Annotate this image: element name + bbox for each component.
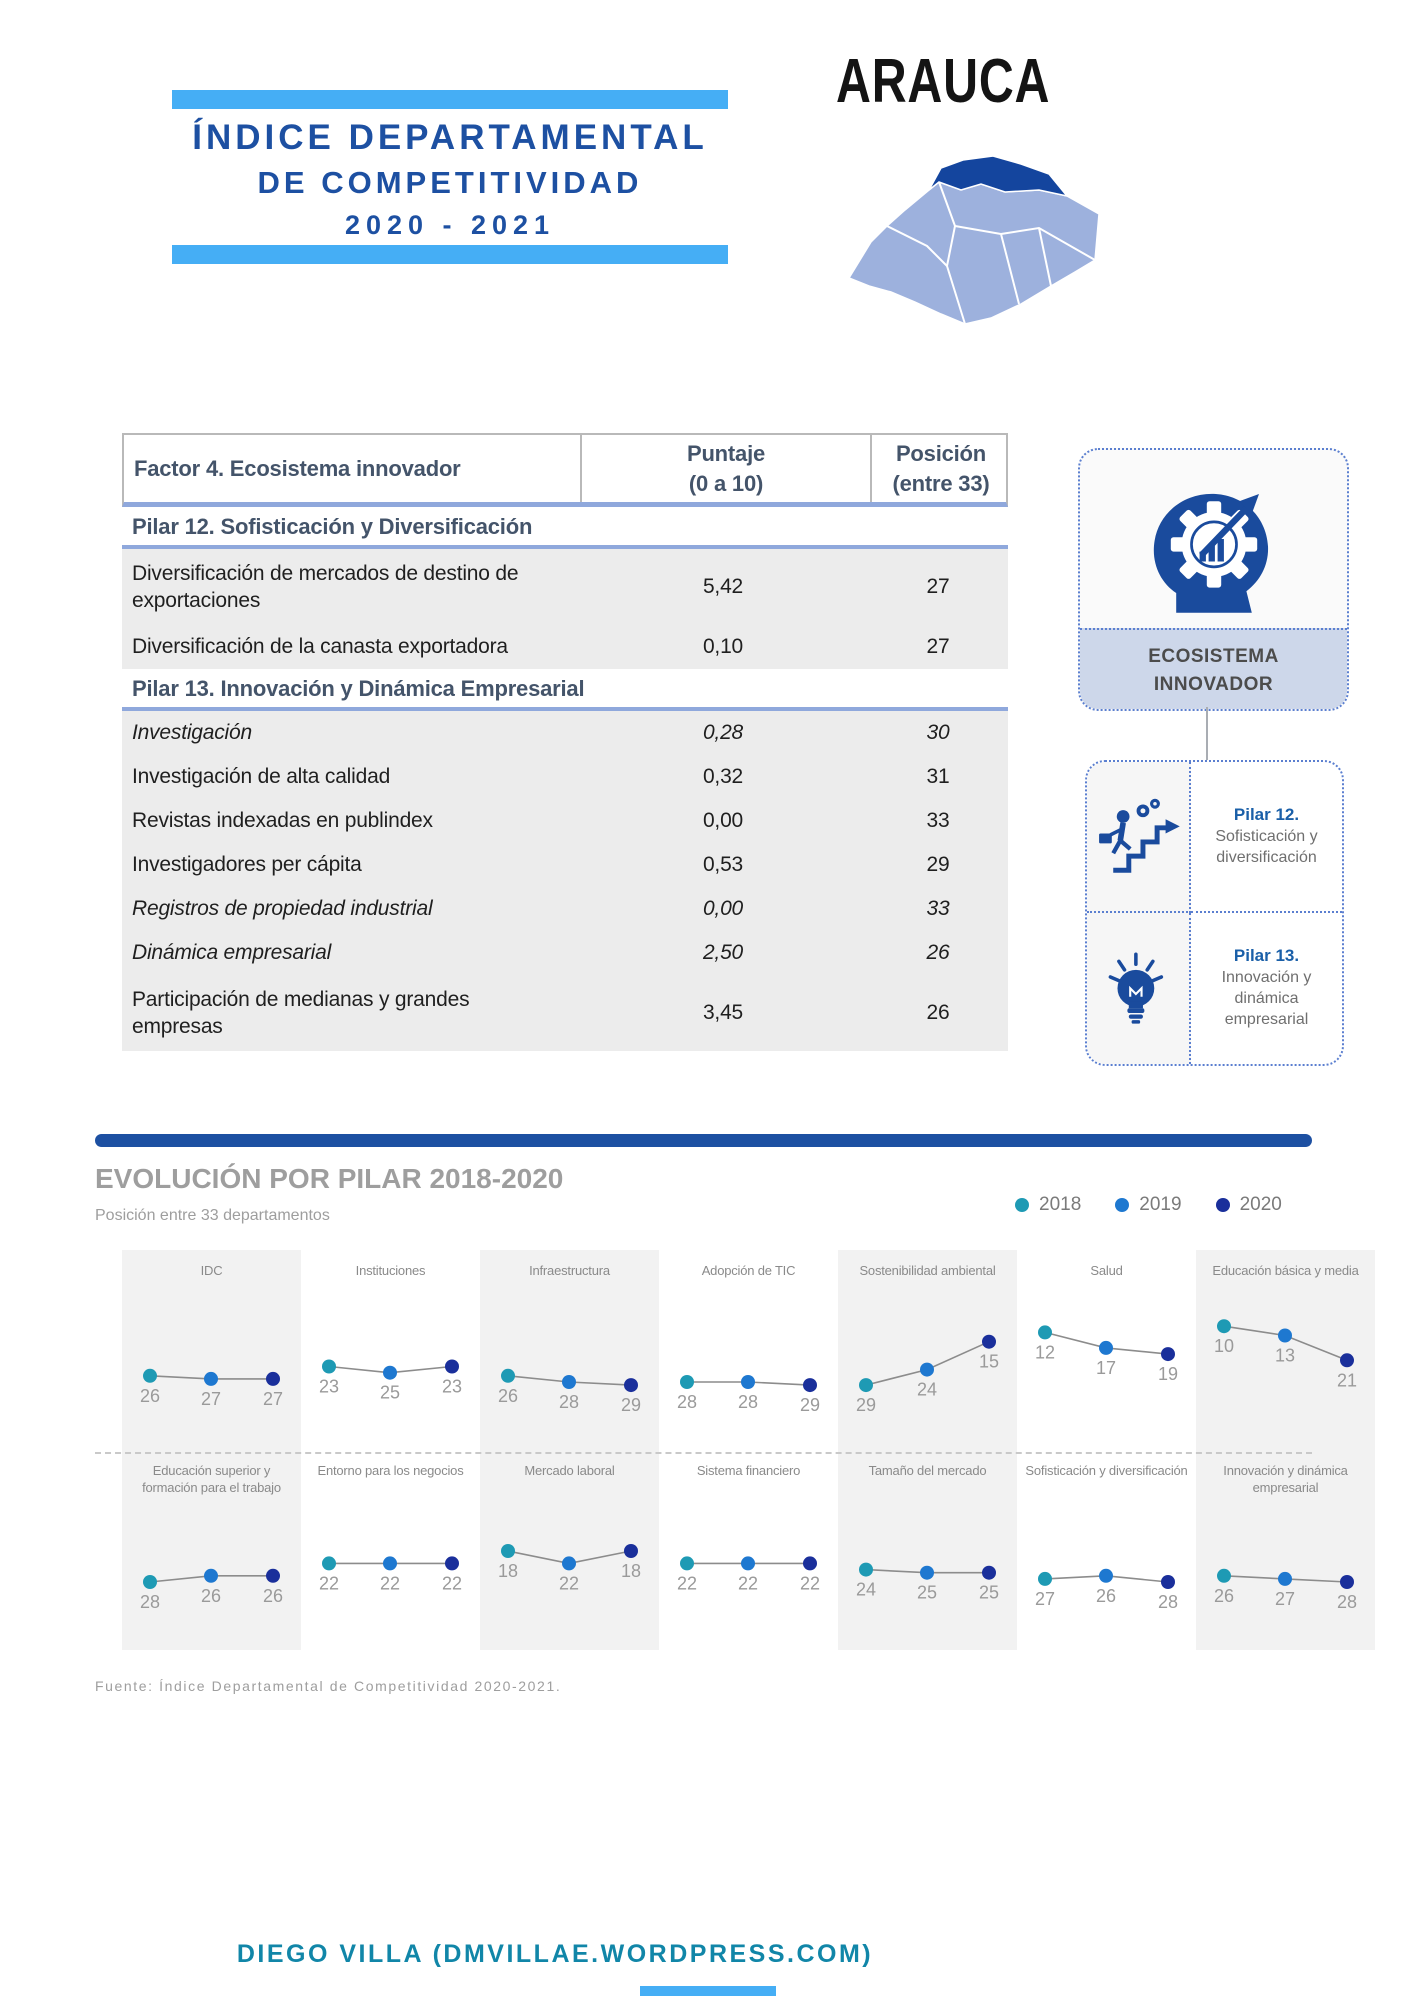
rank-trend-chart bbox=[659, 1502, 838, 1650]
rank-trend-chart bbox=[1196, 1302, 1375, 1450]
legend-item-2018 bbox=[1015, 1194, 1081, 1216]
rank-trend-chart bbox=[838, 1302, 1017, 1450]
rank-trend-chart bbox=[1017, 1502, 1196, 1650]
rank-trend-chart bbox=[838, 1502, 1017, 1650]
rank-trend-chart bbox=[301, 1302, 480, 1450]
ecosystem-card bbox=[1078, 448, 1349, 711]
ecosystem-card-label: ECOSISTEMA INNOVADOR bbox=[1080, 628, 1347, 711]
svg-text:26: 26 bbox=[497, 1385, 519, 1406]
svg-text:26: 26 bbox=[1095, 1585, 1117, 1606]
chart-rows-separator bbox=[95, 1452, 1312, 1454]
factor-table bbox=[122, 433, 1008, 1051]
pillar13-icon-cell bbox=[1087, 913, 1191, 1064]
svg-text:29: 29 bbox=[799, 1395, 821, 1416]
chart-title: Salud bbox=[1090, 1263, 1123, 1278]
table-row bbox=[122, 755, 1008, 799]
chart-title: Sistema financiero bbox=[696, 1463, 801, 1478]
indicator-label: Diversificación de la canasta exportadora bbox=[132, 635, 508, 659]
svg-text:22: 22 bbox=[799, 1573, 821, 1594]
pillar-chart-card bbox=[838, 1450, 1017, 1650]
svg-text:26: 26 bbox=[262, 1585, 284, 1606]
legend-dot-icon bbox=[1015, 1198, 1029, 1212]
table-row bbox=[122, 549, 1008, 625]
indicator-rank: 27 bbox=[926, 635, 950, 658]
indicator-score: 0,53 bbox=[702, 853, 744, 876]
pillar-chart-card bbox=[659, 1450, 838, 1650]
chart-title: Adopción de TIC bbox=[701, 1263, 796, 1278]
pillar-chart-card bbox=[122, 1450, 301, 1650]
svg-text:22: 22 bbox=[379, 1573, 401, 1594]
svg-text:28: 28 bbox=[558, 1392, 580, 1412]
indicator-label: Investigación bbox=[132, 721, 252, 745]
evolution-subtitle: Posición entre 33 departamentos bbox=[95, 1207, 330, 1224]
pillar-chart-card bbox=[1196, 1250, 1375, 1450]
svg-text:27: 27 bbox=[1034, 1588, 1056, 1609]
svg-text:24: 24 bbox=[916, 1379, 938, 1400]
chart-title: Tamaño del mercado bbox=[868, 1463, 987, 1478]
pillar13-card bbox=[1191, 913, 1342, 1064]
ecosystem-icon-area bbox=[1080, 450, 1347, 628]
rank-trend-chart bbox=[659, 1302, 838, 1450]
pillar13-number: Pilar 13. bbox=[1233, 946, 1300, 966]
indicator-rank: 26 bbox=[926, 1001, 950, 1024]
pillar-cards bbox=[1085, 760, 1344, 1066]
svg-text:25: 25 bbox=[978, 1582, 1000, 1603]
svg-text:23: 23 bbox=[441, 1376, 463, 1397]
indicator-score: 0,00 bbox=[702, 897, 744, 920]
svg-text:28: 28 bbox=[676, 1392, 698, 1412]
svg-text:26: 26 bbox=[1213, 1585, 1235, 1606]
indicator-label: Dinámica empresarial bbox=[132, 941, 332, 965]
table-pilar-row: Pilar 12. Sofisticación y Diversificación bbox=[122, 507, 1008, 549]
pillar12-icon-cell bbox=[1087, 762, 1191, 913]
rank-trend-chart bbox=[301, 1502, 480, 1650]
svg-text:17: 17 bbox=[1095, 1357, 1117, 1378]
svg-text:22: 22 bbox=[558, 1573, 580, 1594]
svg-text:22: 22 bbox=[441, 1573, 463, 1594]
table-row bbox=[122, 625, 1008, 669]
page-title-line1: ÍNDICE DEPARTAMENTAL bbox=[192, 118, 708, 157]
source-note: Fuente: Índice Departamental de Competitividad 2020-2021. bbox=[95, 1678, 562, 1694]
table-row bbox=[122, 843, 1008, 887]
legend-dot-icon bbox=[1216, 1198, 1230, 1212]
pillar12-description: Sofisticación y diversificación bbox=[1215, 827, 1318, 866]
arauca-map bbox=[843, 138, 1105, 341]
svg-text:18: 18 bbox=[620, 1561, 642, 1581]
svg-text:13: 13 bbox=[1274, 1345, 1296, 1366]
chart-title: Sofisticación y diversificación bbox=[1025, 1463, 1188, 1478]
rank-trend-chart bbox=[122, 1502, 301, 1650]
svg-text:27: 27 bbox=[200, 1388, 222, 1409]
svg-text:22: 22 bbox=[676, 1573, 698, 1594]
chart-title: Mercado laboral bbox=[524, 1463, 615, 1478]
chart-title: Innovación y dinámica empresarial bbox=[1223, 1463, 1348, 1495]
indicator-rank: 27 bbox=[926, 575, 950, 598]
svg-text:25: 25 bbox=[379, 1382, 401, 1403]
svg-text:18: 18 bbox=[497, 1561, 519, 1581]
factor-table-title: Factor 4. Ecosistema innovador bbox=[134, 455, 461, 481]
chart-title: Entorno para los negocios bbox=[317, 1463, 464, 1478]
legend-item-2019 bbox=[1115, 1194, 1181, 1216]
page-title-line3: 2020 - 2021 bbox=[344, 210, 556, 240]
legend-label: 2020 bbox=[1239, 1194, 1282, 1215]
rank-trend-chart bbox=[122, 1302, 301, 1450]
svg-text:26: 26 bbox=[200, 1585, 222, 1606]
pillar-chart-card bbox=[480, 1250, 659, 1450]
svg-text:15: 15 bbox=[978, 1351, 1000, 1372]
svg-text:29: 29 bbox=[855, 1395, 877, 1416]
indicator-rank: 26 bbox=[926, 941, 950, 964]
department-name: ARAUCA bbox=[836, 47, 1051, 116]
lightbulb-icon bbox=[1092, 943, 1184, 1035]
evolution-title: EVOLUCIÓN POR PILAR 2018-2020 bbox=[95, 1163, 564, 1194]
chart-title: Educación superior y formación para el trabajo bbox=[142, 1463, 281, 1495]
indicator-rank: 29 bbox=[926, 853, 950, 876]
rank-trend-chart bbox=[480, 1302, 659, 1450]
svg-text:26: 26 bbox=[139, 1385, 161, 1406]
svg-text:27: 27 bbox=[1274, 1588, 1296, 1609]
table-row bbox=[122, 799, 1008, 843]
svg-text:10: 10 bbox=[1213, 1336, 1235, 1357]
svg-text:27: 27 bbox=[262, 1388, 284, 1409]
indicator-label: Investigadores per cápita bbox=[132, 853, 362, 877]
svg-text:12: 12 bbox=[1034, 1342, 1056, 1363]
column-header-puntaje: Puntaje (0 a 10) bbox=[580, 435, 870, 502]
rank-trend-chart bbox=[480, 1502, 659, 1650]
indicator-rank: 33 bbox=[926, 809, 950, 832]
svg-text:24: 24 bbox=[855, 1579, 877, 1600]
pillar-chart-card bbox=[1196, 1450, 1375, 1650]
pillar-chart-card bbox=[301, 1450, 480, 1650]
indicator-label: Revistas indexadas en publindex bbox=[132, 809, 433, 833]
pillar-chart-card bbox=[480, 1450, 659, 1650]
card-connector-line bbox=[1206, 707, 1208, 760]
svg-text:28: 28 bbox=[1336, 1592, 1358, 1612]
table-row bbox=[122, 887, 1008, 931]
indicator-score: 5,42 bbox=[702, 575, 744, 598]
indicator-score: 2,50 bbox=[702, 941, 744, 964]
pillar-chart-card bbox=[1017, 1250, 1196, 1450]
pillar-chart-card bbox=[1017, 1450, 1196, 1650]
indicator-score: 0,28 bbox=[702, 721, 744, 744]
svg-text:28: 28 bbox=[737, 1392, 759, 1412]
footer-link[interactable]: DIEGO VILLA (DMVILLAE.WORDPRESS.COM) bbox=[236, 1940, 874, 1968]
chart-title: Educación básica y media bbox=[1212, 1263, 1359, 1278]
svg-text:22: 22 bbox=[318, 1573, 340, 1594]
legend-item-2020 bbox=[1216, 1194, 1282, 1216]
stairs-climb-icon bbox=[1092, 791, 1184, 883]
pillar12-number: Pilar 12. bbox=[1233, 804, 1300, 824]
indicator-label: Diversificación de mercados de destino de exportaciones bbox=[132, 561, 519, 612]
legend-dot-icon bbox=[1115, 1198, 1129, 1212]
svg-text:21: 21 bbox=[1336, 1370, 1358, 1391]
table-row bbox=[122, 711, 1008, 755]
chart-title: Sostenibilidad ambiental bbox=[859, 1263, 996, 1278]
footer-accent-bar bbox=[640, 1986, 776, 1996]
pillar-chart-card bbox=[659, 1250, 838, 1450]
indicator-rank: 31 bbox=[926, 765, 950, 788]
svg-text:28: 28 bbox=[139, 1592, 161, 1612]
pillar-charts-grid bbox=[122, 1250, 1375, 1650]
indicator-label: Registros de propiedad industrial bbox=[132, 897, 433, 921]
pillar12-card bbox=[1191, 762, 1342, 913]
chart-title: Infraestructura bbox=[529, 1263, 610, 1278]
header-accent-bar-bottom bbox=[172, 245, 728, 264]
arauca-map-svg bbox=[843, 138, 1105, 336]
indicator-label: Participación de medianas y grandes empresas bbox=[132, 987, 470, 1038]
map-department-shape bbox=[849, 182, 1099, 324]
header-accent-bar-top bbox=[172, 90, 728, 109]
pillar-chart-card bbox=[122, 1250, 301, 1450]
factor-table-header bbox=[122, 433, 1008, 507]
svg-text:25: 25 bbox=[916, 1582, 938, 1603]
indicator-rank: 30 bbox=[926, 721, 950, 744]
svg-text:23: 23 bbox=[318, 1376, 340, 1397]
section-divider bbox=[95, 1134, 1312, 1147]
indicator-score: 0,00 bbox=[702, 809, 744, 832]
rank-trend-chart bbox=[1017, 1302, 1196, 1450]
pillar-chart-card bbox=[838, 1250, 1017, 1450]
indicator-score: 0,10 bbox=[702, 635, 744, 658]
svg-text:28: 28 bbox=[1157, 1592, 1179, 1612]
chart-title: Instituciones bbox=[355, 1263, 426, 1278]
page-title bbox=[122, 118, 778, 241]
rank-trend-chart bbox=[1196, 1502, 1375, 1650]
chart-title: IDC bbox=[200, 1263, 223, 1278]
indicator-score: 3,45 bbox=[702, 1001, 744, 1024]
svg-text:22: 22 bbox=[737, 1573, 759, 1594]
table-row bbox=[122, 975, 1008, 1051]
table-pilar-row: Pilar 13. Innovación y Dinámica Empresarial bbox=[122, 669, 1008, 711]
chart-legend bbox=[1015, 1194, 1282, 1216]
factor-table-body bbox=[122, 507, 1008, 1051]
svg-text:29: 29 bbox=[620, 1395, 642, 1416]
table-row bbox=[122, 931, 1008, 975]
indicator-label: Investigación de alta calidad bbox=[132, 765, 391, 789]
indicator-rank: 33 bbox=[926, 897, 950, 920]
innovation-head-gear-icon bbox=[1124, 458, 1304, 620]
pillar13-description: Innovación y dinámica empresarial bbox=[1221, 969, 1312, 1028]
pillar-chart-card bbox=[301, 1250, 480, 1450]
svg-text:19: 19 bbox=[1157, 1364, 1179, 1385]
column-header-posicion: Posición (entre 33) bbox=[870, 435, 1010, 502]
page-title-line2: DE COMPETITIVIDAD bbox=[257, 165, 643, 200]
legend-label: 2019 bbox=[1139, 1194, 1182, 1215]
legend-label: 2018 bbox=[1039, 1194, 1082, 1215]
indicator-score: 0,32 bbox=[702, 765, 744, 788]
